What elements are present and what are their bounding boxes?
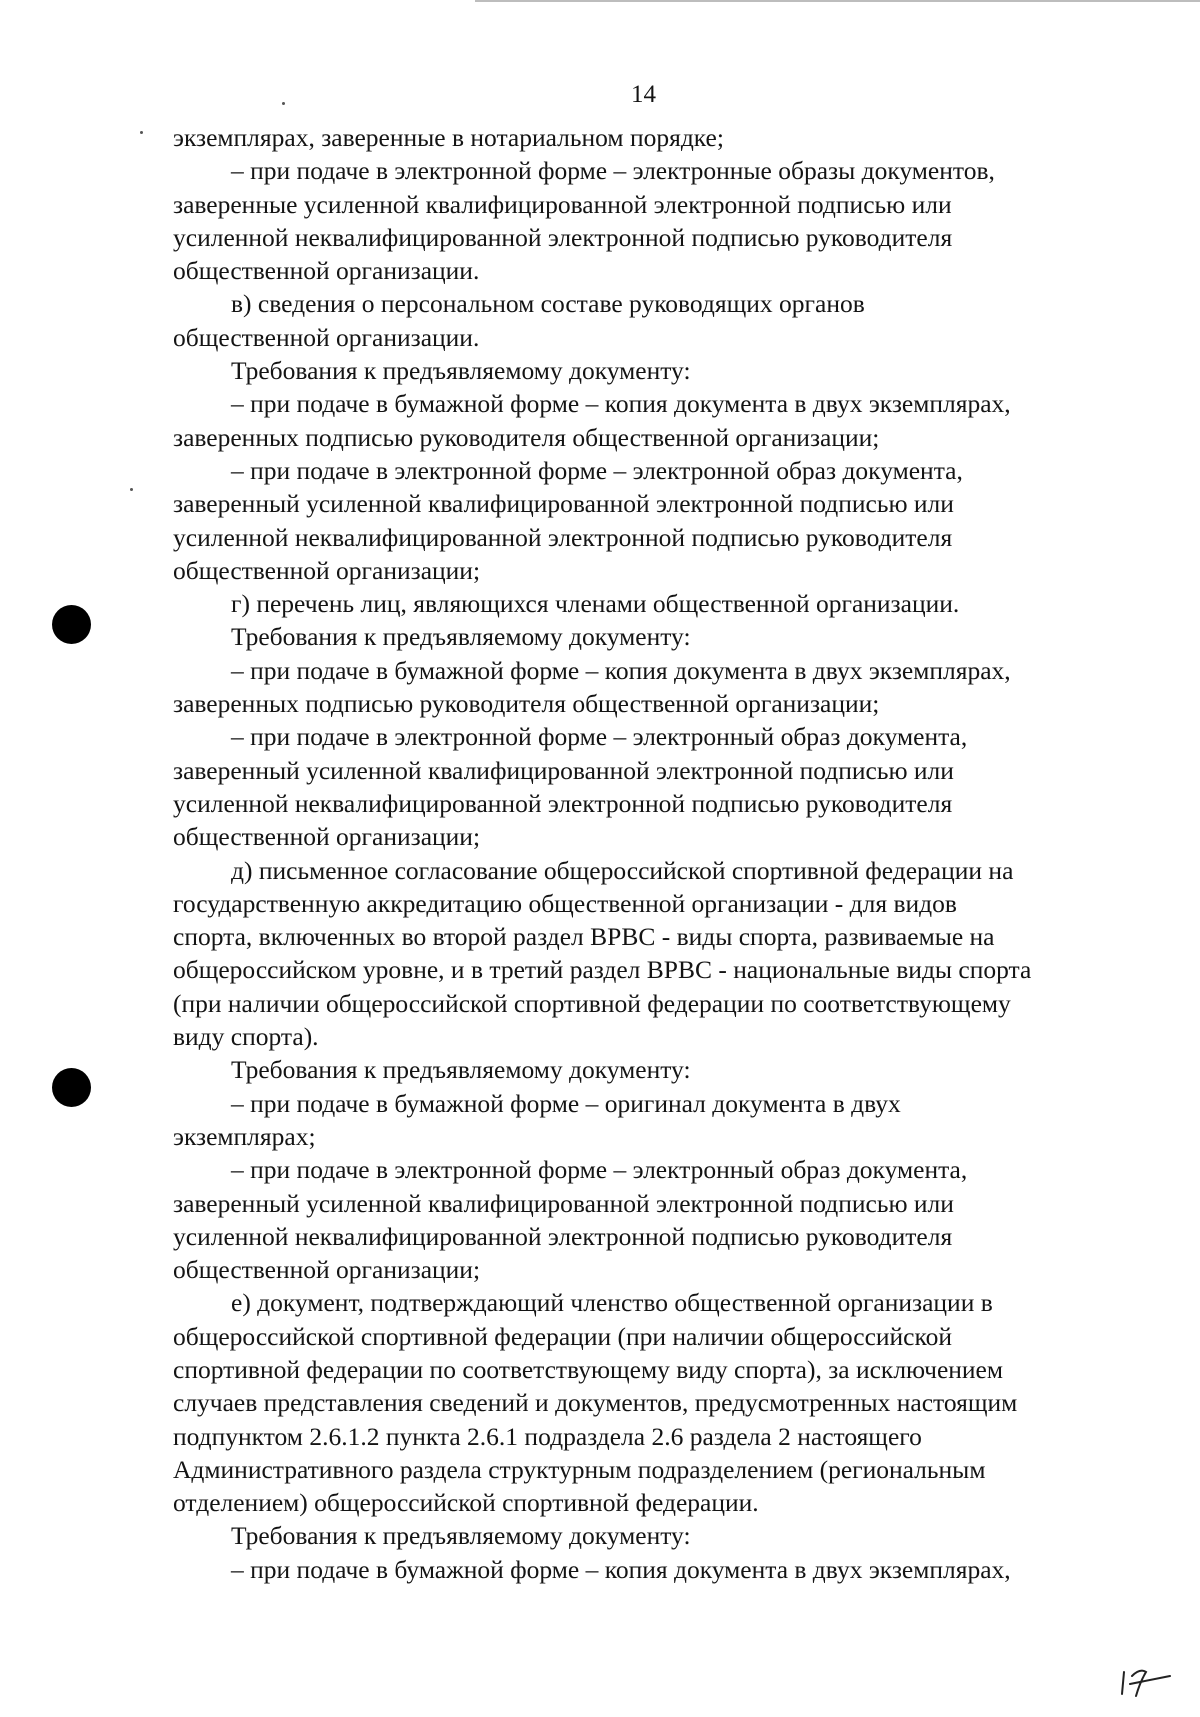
paragraph: е) документ, подтверждающий членство общественной организации в общероссийской спортивной федерации (при наличии общероссийской спортивной федерации по соответствующему виду спорта), за исключением случаев представления сведений и документов, предусмотренных настоящим подпунктом 2.6.1.2 пункта 2.6.1 подраздела 2.6 раздела 2 настоящего Административного раздела структурным подразделением (региональным отделением) общероссийской спортивной федерации. [173,1288,1018,1518]
paragraph: – при подаче в электронной форме – электронной образ документа, заверенный усиленной квалифицированной электронной подписью или усиленной неквалифицированной электронной подписью руководителя общественной организации; [173,455,963,585]
paragraph: – при подаче в электронной форме – электронный образ документа, заверенный усиленной квалифицированной электронной подписью или усиленной неквалифицированной электронной подписью руководителя общественной организации; [173,722,968,852]
punch-hole [52,605,91,644]
paragraph: – при подаче в электронной форме – электронные образы документов, заверенные усиленной квалифицированной электронной подписью или усиленной неквалифицированной электронной подписью руководителя общественной организации. [173,156,995,286]
scan-speck [140,131,143,134]
paragraph: г) перечень лиц, являющихся членами общественной организации. [231,589,960,619]
paragraph: Требования к предъявляемому документу: [231,622,691,652]
paragraph: – при подаче в бумажной форме – копия документа в двух экземплярах, [231,1554,1011,1584]
scan-top-edge [475,0,1200,2]
paragraph: экземплярах, заверенные в нотариальном порядке; [173,123,724,152]
paragraph: – при подаче в бумажной форме – оригинал документа в двух экземплярах; [173,1088,901,1151]
paragraph: – при подаче в бумажной форме – копия документа в двух экземплярах, заверенных подписью руководителя общественной организации; [173,655,1011,719]
punch-hole [52,1068,91,1107]
page-number: 14 [631,81,656,108]
paragraph: – при подаче в электронной форме – электронный образ документа, заверенный усиленной квалифицированной электронной подписью или усиленной неквалифицированной электронной подписью руководителя общественной организации; [173,1155,968,1285]
paragraph: д) письменное согласование общероссийской спортивной федерации на государственную аккредитацию общественной организации - для видов спорта, включенных во второй раздел ВРВС - виды спорта, развиваемые на общероссийском уровне, и в третий раздел ВРВС - национальные виды спорта (при наличии общероссийской спортивной федерации по соответствующему виду спорта). [173,855,1032,1052]
document-body [173,121,1115,1586]
paragraph: Требования к предъявляемому документу: [231,1055,691,1085]
paragraph: – при подаче в бумажной форме – копия документа в двух экземплярах, заверенных подписью руководителя общественной организации; [173,389,1011,452]
handwritten-folio-mark-icon [1118,1660,1174,1700]
scan-speck [130,488,133,491]
paragraph: в) сведения о персональном составе руководящих органов общественной организации. [173,289,865,352]
paragraph: Требования к предъявляемому документу: [231,356,691,386]
paragraph: Требования к предъявляемому документу: [231,1521,691,1551]
scan-speck [282,102,285,105]
